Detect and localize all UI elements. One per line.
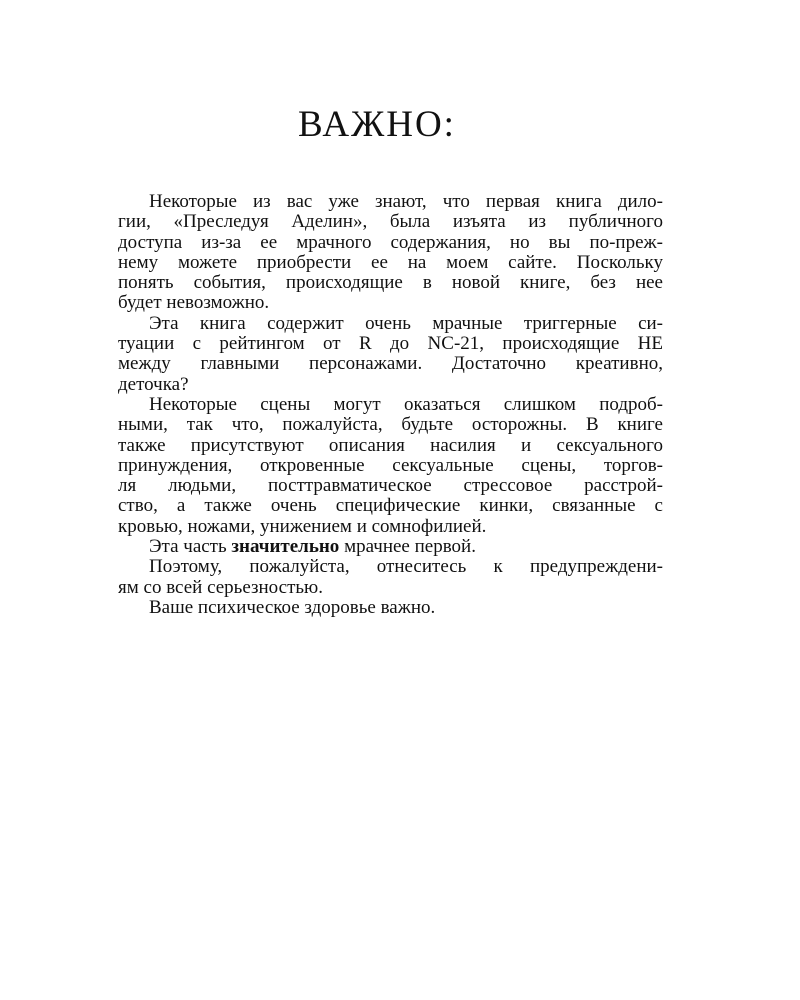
text-prefix: Эта часть [149, 536, 232, 558]
text-line: ными, так что, пожалуйста, будьте осторожны. В книге [118, 414, 663, 436]
text-line: Ваше психическое здоровье важно. [149, 596, 436, 618]
text-line [87, 537, 663, 557]
text-line: нему можете приобрести ее на моем сайте. Поскольку [118, 251, 663, 273]
text-line: понять события, происходящие в новой книге, без нее [118, 272, 663, 294]
text-line: туации с рейтингом от R до NC-21, происходящие НЕ [118, 333, 663, 355]
paragraph-previous-book [87, 192, 663, 314]
text-line: Эта книга содержит очень мрачные триггерные си- [149, 312, 663, 334]
page-heading: ВАЖНО: [298, 104, 456, 145]
paragraph-mental-health [87, 598, 663, 618]
text-line: гии, «Преследуя Аделин», была изъята из публичного [118, 211, 663, 233]
text-line: деточка? [118, 373, 189, 395]
text-line: Поэтому, пожалуйста, отнеситесь к предупреждени- [149, 556, 663, 578]
text-line: принуждения, откровенные сексуальные сцены, торгов- [118, 454, 663, 476]
text-line: ство, а также очень специфические кинки, связанные с [118, 495, 663, 517]
paragraph-take-seriously [87, 557, 663, 598]
text-line: будет невозможно. [118, 292, 270, 314]
text-line: ям со всей серьезностью. [118, 576, 323, 598]
text-suffix: мрачнее первой. [339, 536, 476, 558]
text-line: кровью, ножами, унижением и сомнофилией. [118, 515, 487, 537]
emphasis-text: значительно [231, 536, 340, 558]
text-line: также присутствуют описания насилия и сексуального [118, 434, 663, 456]
paragraph-content-rating [87, 314, 663, 395]
text-line: ля людьми, посттравматическое стрессовое расстрой- [118, 475, 663, 497]
paragraph-trigger-warnings [87, 395, 663, 537]
text-line: доступа из-за ее мрачного содержания, но вы по-преж- [118, 231, 663, 253]
paragraph-darker-part [87, 537, 663, 557]
warning-text [87, 192, 663, 618]
text-line: между главными персонажами. Достаточно креативно, [118, 353, 663, 375]
text-line: Некоторые сцены могут оказаться слишком подроб- [149, 393, 663, 415]
text-line: Некоторые из вас уже знают, что первая книга дило- [149, 191, 663, 212]
